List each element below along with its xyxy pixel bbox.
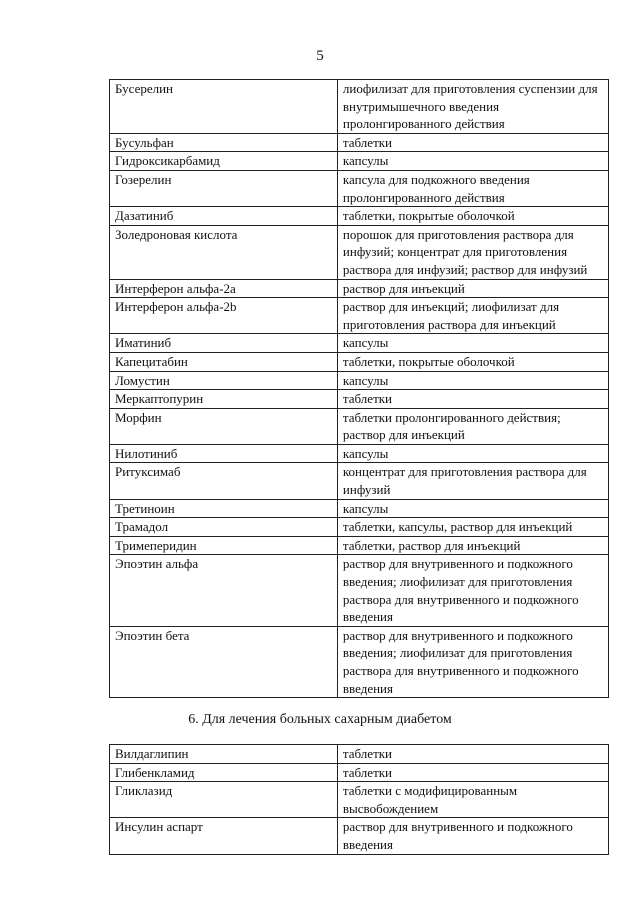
table-row: [110, 225, 609, 279]
drug-name: Капецитабин: [110, 352, 338, 371]
table-row: [110, 763, 609, 782]
table-row: [110, 352, 609, 371]
drug-name: Бусульфан: [110, 133, 338, 152]
table-row: [110, 518, 609, 537]
drug-name: Гидроксикарбамид: [110, 152, 338, 171]
drug-name: Гозерелин: [110, 170, 338, 206]
drug-name: Вилдаглипин: [110, 745, 338, 764]
drug-name: Трамадол: [110, 518, 338, 537]
dosage-form: таблетки, покрытые оболочкой: [337, 207, 608, 226]
dosage-form: капсулы: [337, 444, 608, 463]
table-row: [110, 371, 609, 390]
dosage-form: капсулы: [337, 499, 608, 518]
dosage-form: таблетки, покрытые оболочкой: [337, 352, 608, 371]
drug-name: Бусерелин: [110, 80, 338, 134]
drug-name: Эпоэтин бета: [110, 626, 338, 697]
drug-name: Глибенкламид: [110, 763, 338, 782]
drug-name: Меркаптопурин: [110, 390, 338, 409]
drug-name: Дазатиниб: [110, 207, 338, 226]
dosage-form: раствор для внутривенного и подкожного введения; лиофилизат для приготовления раствора для внутривенного и подкожного введения: [337, 555, 608, 626]
table-row: [110, 536, 609, 555]
drug-name: Инсулин аспарт: [110, 818, 338, 854]
dosage-form: таблетки пролонгированного действия; раствор для инъекций: [337, 408, 608, 444]
drug-name: Интерферон альфа-2b: [110, 298, 338, 334]
drug-name: Гликлазид: [110, 782, 338, 818]
table-row: [110, 133, 609, 152]
table-row: [110, 207, 609, 226]
dosage-form: таблетки с модифицированным высвобождением: [337, 782, 608, 818]
table-row: [110, 782, 609, 818]
drug-table-oncology: [109, 79, 609, 698]
drug-name: Интерферон альфа-2а: [110, 279, 338, 298]
drug-name: Иматиниб: [110, 334, 338, 353]
dosage-form: раствор для инъекций: [337, 279, 608, 298]
dosage-form: таблетки: [337, 763, 608, 782]
drug-name: Третиноин: [110, 499, 338, 518]
table-row: [110, 555, 609, 626]
table-row: [110, 298, 609, 334]
dosage-form: раствор для внутривенного и подкожного введения; лиофилизат для приготовления раствора для внутривенного и подкожного введения: [337, 626, 608, 697]
table-row: [110, 408, 609, 444]
dosage-form: таблетки: [337, 390, 608, 409]
dosage-form: раствор для инъекций; лиофилизат для приготовления раствора для инъекций: [337, 298, 608, 334]
dosage-form: таблетки: [337, 133, 608, 152]
table-row: [110, 818, 609, 854]
dosage-form: капсула для подкожного введения пролонгированного действия: [337, 170, 608, 206]
table-row: [110, 499, 609, 518]
dosage-form: капсулы: [337, 334, 608, 353]
drug-table-diabetes: [109, 744, 609, 855]
table-row: [110, 626, 609, 697]
dosage-form: капсулы: [337, 152, 608, 171]
table-row: [110, 334, 609, 353]
drug-name: Ритуксимаб: [110, 463, 338, 499]
dosage-form: лиофилизат для приготовления суспензии для внутримышечного введения пролонгированного действия: [337, 80, 608, 134]
drug-name: Нилотиниб: [110, 444, 338, 463]
dosage-form: концентрат для приготовления раствора для инфузий: [337, 463, 608, 499]
table-row: [110, 170, 609, 206]
drug-name: Морфин: [110, 408, 338, 444]
drug-name: Тримеперидин: [110, 536, 338, 555]
drug-name: Ломустин: [110, 371, 338, 390]
table-row: [110, 152, 609, 171]
drug-name: Золедроновая кислота: [110, 225, 338, 279]
table-row: [110, 745, 609, 764]
dosage-form: таблетки, раствор для инъекций: [337, 536, 608, 555]
dosage-form: таблетки, капсулы, раствор для инъекций: [337, 518, 608, 537]
dosage-form: порошок для приготовления раствора для инфузий; концентрат для приготовления раствора для инфузий; раствор для инфузий: [337, 225, 608, 279]
section-heading: 6. Для лечения больных сахарным диабетом: [188, 712, 452, 727]
table-row: [110, 279, 609, 298]
table-row: [110, 80, 609, 134]
dosage-form: капсулы: [337, 371, 608, 390]
table-row: [110, 463, 609, 499]
table-row: [110, 390, 609, 409]
drug-name: Эпоэтин альфа: [110, 555, 338, 626]
page-number: 5: [316, 48, 324, 64]
dosage-form: таблетки: [337, 745, 608, 764]
dosage-form: раствор для внутривенного и подкожного введения: [337, 818, 608, 854]
table-row: [110, 444, 609, 463]
